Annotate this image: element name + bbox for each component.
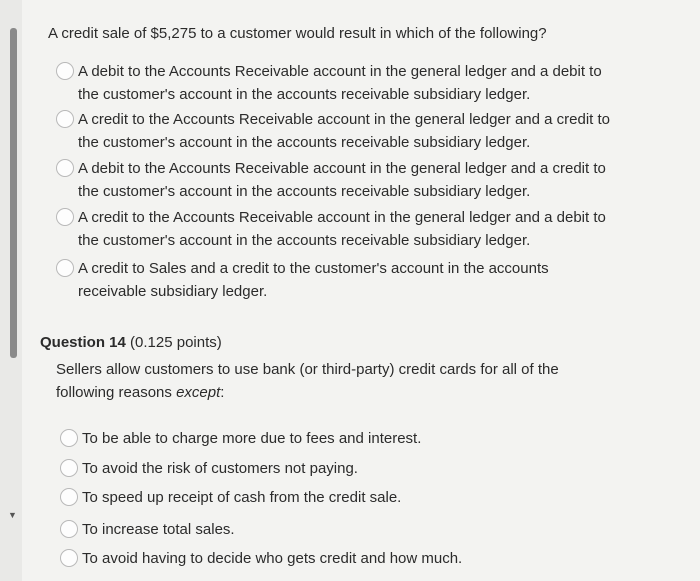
- option-label: To be able to charge more due to fees and interest.: [82, 430, 422, 447]
- radio-button[interactable]: [60, 520, 78, 538]
- q13-option-4[interactable]: [56, 206, 606, 252]
- emphasis-except: except: [176, 384, 221, 401]
- question-14-text: [56, 358, 616, 404]
- option-label: A credit to the Accounts Receivable account in the general ledger and a debit to the customer's account in the accounts receivable subsidiary ledger.: [78, 209, 606, 249]
- q14-option-5[interactable]: [60, 547, 462, 570]
- q13-option-3[interactable]: [56, 157, 606, 203]
- question-13-prompt: [48, 24, 668, 44]
- q13-option-1[interactable]: [56, 60, 602, 106]
- radio-button[interactable]: [56, 110, 74, 128]
- radio-button[interactable]: [60, 488, 78, 506]
- option-label: A debit to the Accounts Receivable account in the general ledger and a debit to the customer's account in the accounts receivable subsidiary ledger.: [78, 63, 602, 103]
- radio-button[interactable]: [60, 459, 78, 477]
- option-label: To avoid the risk of customers not paying.: [82, 460, 358, 477]
- q13-option-2[interactable]: [56, 108, 610, 154]
- scrollbar[interactable]: [0, 0, 22, 581]
- radio-button[interactable]: [56, 259, 74, 277]
- radio-button[interactable]: [56, 159, 74, 177]
- option-label: To speed up receipt of cash from the credit sale.: [82, 489, 402, 506]
- radio-button[interactable]: [56, 62, 74, 80]
- option-label: To avoid having to decide who gets credit and how much.: [82, 550, 463, 567]
- question-14-heading: [40, 334, 222, 351]
- question-points: (0.125 points): [130, 334, 222, 351]
- q14-option-2[interactable]: [60, 457, 358, 480]
- option-label: A credit to the Accounts Receivable account in the general ledger and a credit to the customer's account in the accounts receivable subsidiary ledger.: [78, 111, 611, 151]
- radio-button[interactable]: [56, 208, 74, 226]
- scroll-thumb[interactable]: [10, 28, 17, 358]
- question-number: Question 14: [40, 334, 126, 351]
- prompt-line-2: following reasons except:: [56, 384, 225, 401]
- q14-option-3[interactable]: [60, 486, 401, 509]
- prompt-line-1: Sellers allow customers to use bank (or third-party) credit cards for all of the: [56, 361, 559, 378]
- option-label: To increase total sales.: [82, 521, 235, 538]
- option-label: A debit to the Accounts Receivable account in the general ledger and a credit to the customer's account in the accounts receivable subsidiary ledger.: [78, 160, 606, 200]
- question-13-text: A credit sale of $5,275 to a customer would result in which of the following?: [48, 25, 547, 42]
- scroll-down-arrow-icon[interactable]: ▼: [8, 510, 17, 520]
- q13-option-5[interactable]: [56, 257, 549, 303]
- radio-button[interactable]: [60, 429, 78, 447]
- option-label: A credit to Sales and a credit to the customer's account in the accounts receivable subsidiary ledger.: [78, 260, 549, 300]
- q14-option-1[interactable]: [60, 427, 421, 450]
- q14-option-4[interactable]: [60, 518, 235, 541]
- radio-button[interactable]: [60, 549, 78, 567]
